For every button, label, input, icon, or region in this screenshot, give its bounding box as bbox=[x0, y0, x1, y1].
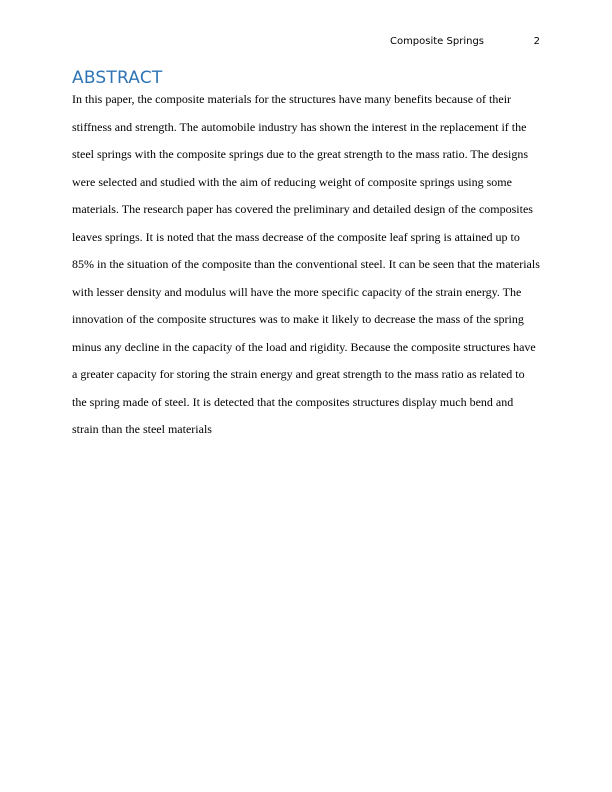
page-number: 2 bbox=[533, 36, 540, 47]
paragraph-line: the spring made of steel. It is detected that the composites structures display much bend and bbox=[72, 394, 514, 409]
paragraph-line: steel springs with the composite springs due to the great strength to the mass ratio. The designs bbox=[72, 147, 529, 161]
paragraph-line: 85% in the situation of the composite than the conventional steel. It can be seen that the materials bbox=[72, 257, 540, 271]
paragraph-line: were selected and studied with the aim of reducing weight of composite springs using some bbox=[72, 174, 512, 189]
paragraph-line: leaves springs. It is noted that the mass decrease of the composite leaf spring is attained up to bbox=[72, 229, 520, 244]
paragraph-line: materials. The research paper has covered the preliminary and detailed design of the composites bbox=[72, 202, 533, 216]
paragraph-line: innovation of the composite structures was to make it likely to decrease the mass of the spring bbox=[72, 312, 524, 326]
paragraph-line: with lesser density and modulus will have the more specific capacity of the strain energy. The bbox=[72, 284, 522, 299]
running-title: Composite Springs bbox=[389, 36, 484, 47]
paragraph-line: a greater capacity for storing the strain energy and great strength to the mass ratio as related to bbox=[72, 367, 525, 381]
paragraph-line: minus any decline in the capacity of the load and rigidity. Because the composite structures have bbox=[72, 339, 536, 354]
paragraph-line: stiffness and strength. The automobile industry has shown the interest in the replacement if the bbox=[72, 119, 527, 134]
section-heading: ABSTRACT bbox=[72, 68, 163, 88]
paragraph-line: strain than the steel materials bbox=[72, 422, 212, 436]
page-header bbox=[390, 36, 540, 47]
paragraph-line: In this paper, the composite materials for the structures have many benefits because of their bbox=[72, 92, 512, 106]
abstract-paragraph bbox=[72, 86, 544, 444]
